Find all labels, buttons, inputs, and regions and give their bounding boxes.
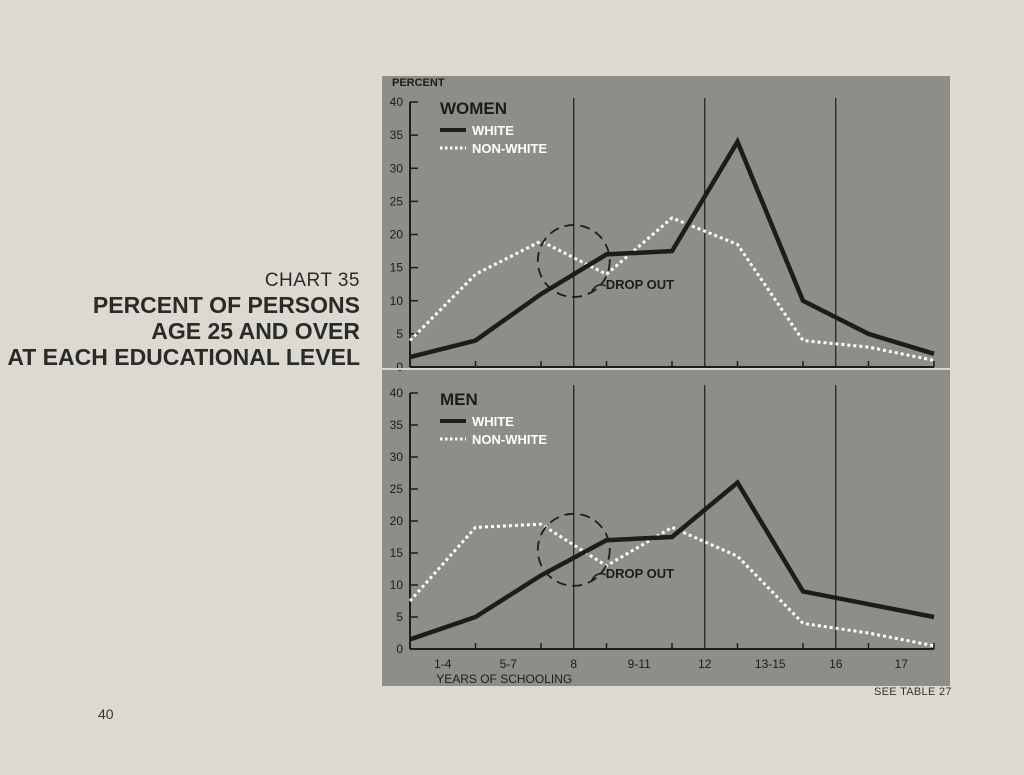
x-tick-label: 8: [570, 657, 578, 671]
x-tick-label: 17: [894, 657, 908, 671]
subchart-title: MEN: [440, 390, 478, 409]
y-tick-label: 25: [389, 194, 403, 209]
y-tick-label: 10: [389, 578, 403, 592]
chart-number: CHART 35: [264, 270, 360, 291]
y-tick-label: 0: [396, 642, 403, 656]
y-tick-label: 5: [396, 326, 403, 341]
y-axis-title: PERCENT: [392, 77, 445, 89]
x-tick-label: 9-11: [627, 657, 651, 671]
y-tick-label: 0: [396, 360, 403, 374]
y-tick-label: 5: [396, 610, 403, 624]
x-tick-label: 5-7: [499, 657, 517, 671]
y-tick-label: 30: [389, 161, 403, 176]
x-tick-label: 13-15: [754, 657, 786, 671]
chart-title-line-3: AT EACH EDUCATIONAL LEVEL: [7, 344, 360, 370]
y-tick-label: 20: [389, 227, 403, 242]
chart-title-line-1: PERCENT OF PERSONS: [92, 292, 360, 318]
y-tick-label: 10: [389, 293, 403, 308]
page-number: 40: [98, 706, 114, 722]
x-tick-label: 1-4: [434, 657, 452, 671]
legend-label-white: WHITE: [472, 414, 514, 429]
dropout-annotation: DROP OUT: [605, 565, 675, 581]
y-tick-label: 15: [389, 546, 403, 560]
y-tick-label: 30: [389, 450, 403, 464]
source-note: SEE TABLE 27: [874, 686, 952, 698]
subchart-title: WOMEN: [440, 99, 508, 118]
chart-panel-background: [382, 76, 950, 686]
legend-label-white: WHITE: [472, 123, 514, 138]
x-tick-label: 16: [829, 657, 843, 671]
legend-label-non-white: NON-WHITE: [472, 432, 548, 447]
legend-label-non-white: NON-WHITE: [472, 141, 548, 156]
y-tick-label: 35: [389, 418, 403, 432]
y-tick-label: 40: [389, 95, 403, 109]
x-axis-title: YEARS OF SCHOOLING: [436, 672, 573, 686]
y-tick-label: 20: [389, 514, 403, 528]
x-tick-label: 12: [698, 657, 712, 671]
y-tick-label: 35: [389, 128, 403, 143]
y-tick-label: 40: [389, 386, 403, 400]
y-tick-label: 25: [389, 482, 403, 496]
dropout-annotation: DROP OUT: [605, 277, 675, 292]
y-tick-label: 15: [389, 260, 403, 275]
chart-title-line-2: AGE 25 AND OVER: [151, 318, 360, 344]
